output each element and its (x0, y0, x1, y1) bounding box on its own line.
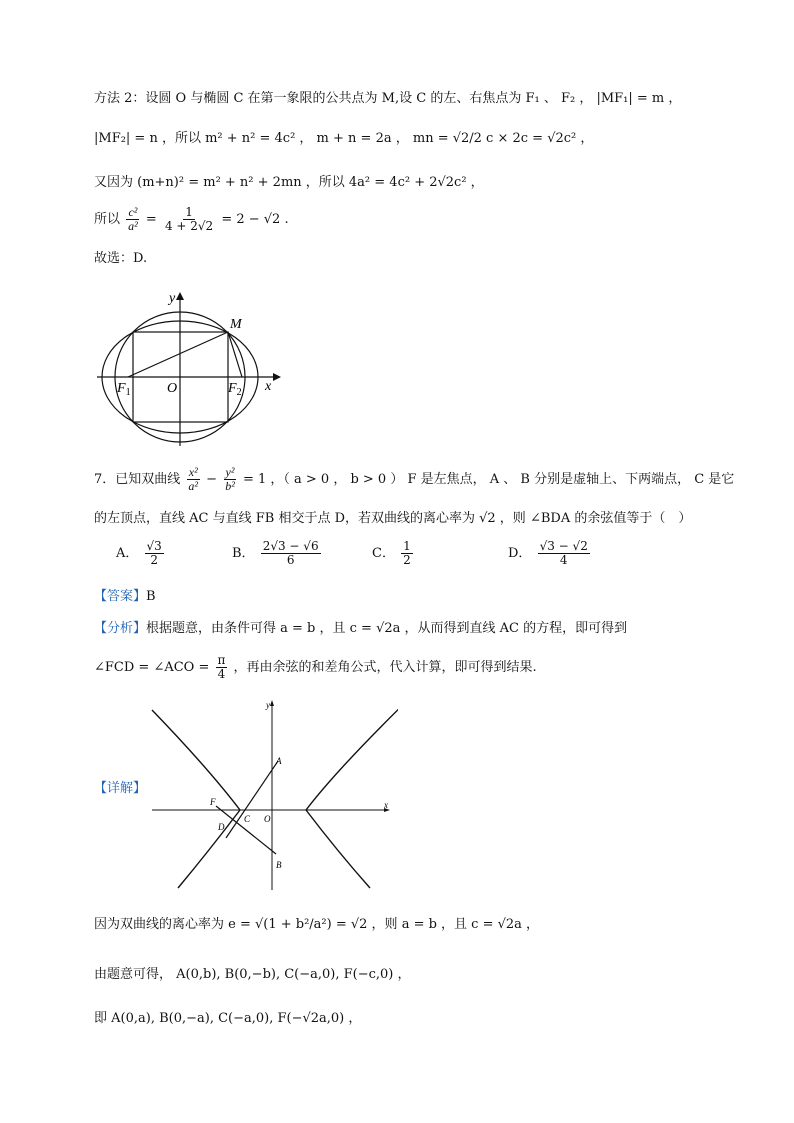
option-b-label: B． (232, 546, 255, 562)
fig2-y-label: y (266, 700, 270, 710)
option-b-num: 2√3 − √6 (262, 539, 319, 553)
method2-line4-suffix: = 2 − √2 . (221, 212, 289, 228)
fig1-O-label: O (167, 381, 178, 396)
option-b-fraction (261, 540, 321, 567)
method2-line1: 方法 2：设圆 O 与椭圆 C 在第一象限的公共点为 M,设 C 的左、右焦点为 F₁ 、 F₂ ， |MF₁| = m ， (94, 91, 682, 106)
option-c-den: 2 (403, 553, 411, 568)
fig1-F1-letter: F (117, 381, 126, 396)
answer-tag: 【答案】 (94, 589, 147, 604)
analysis-text1: 根据题意，由条件可得 a = b ，且 c = √2a ，从而得到直线 AC 的方程，即可得到 (146, 621, 628, 636)
option-b (232, 540, 323, 567)
option-a-label: A． (116, 546, 139, 562)
method2-line2: |MF₂| = n ，所以 m² + n² = 4c² ， m + n = 2a ， mn = √2/2 c × 2c = √2c² ， (94, 131, 594, 146)
fig2-x-label: x (384, 800, 388, 810)
fig2-D-label: D (218, 822, 225, 832)
fig2-A-label: A (276, 756, 282, 766)
fig1-F2-sub: 2 (236, 387, 242, 398)
method2-line4: 所以 $\frac{\text{c²}}{\text{a²}}$ = $\frac{1}{4 + 2√2}$ = 2 − √2 . (94, 205, 289, 234)
method2-line4-prefix: 所以 (94, 212, 121, 228)
detail-line (94, 780, 146, 798)
y2-over-b2: $\frac{\text{y²}}{\text{b²}}$ (225, 465, 235, 494)
one-over-fraction: $\frac{1}{4 + 2√2}$ (164, 205, 214, 234)
q7-line1: 7．已知双曲线 $\frac{\text{x²}}{\text{a²}}$ − $\frac{\text{y²}}{\text{b²}}$ = 1 ，（ a > 0 ， b > 0 ） F 是左焦点， A 、 B 分别是虚轴上、下两端点， C 是它 (94, 465, 735, 494)
option-a-den: 2 (150, 553, 158, 568)
figure-ellipse-circle (95, 288, 285, 448)
fig1-x-label: x (265, 379, 272, 394)
option-c-label: C． (372, 546, 395, 562)
option-a-fraction (145, 540, 164, 567)
option-d-num: √3 − √2 (539, 539, 588, 553)
figure-hyperbola (148, 688, 398, 893)
analysis-tag: 【分析】 (94, 621, 147, 636)
detail-tag: 【详解】 (94, 781, 147, 796)
fig1-M-label: M (230, 317, 242, 332)
solution-line2: 由题意可得， A(0,b), B(0,−b), C(−a,0), F(−c,0) ， (94, 967, 411, 982)
option-d (508, 540, 592, 567)
analysis-line1 (94, 620, 627, 638)
fig2-O-label: O (264, 814, 271, 824)
q7-line2: 的左顶点，直线 AC 与直线 FB 相交于点 D，若双曲线的离心率为 √2 ，则 ∠BDA 的余弦值等于（ ） (94, 511, 692, 526)
option-a-num: √3 (146, 539, 162, 553)
method2-choose: 故选：D. (94, 251, 148, 266)
option-d-fraction (538, 540, 590, 567)
option-d-den: 4 (559, 553, 568, 568)
fig1-F2-label (227, 381, 242, 398)
analysis-line2 (94, 654, 537, 681)
analysis-line2-prefix: ∠FCD = ∠ACO = (94, 660, 210, 676)
x2-over-a2: $\frac{\text{x²}}{\text{a²}}$ (188, 465, 199, 494)
fig2-C-label: C (244, 814, 251, 824)
fig1-F2-letter: F (228, 381, 237, 396)
option-c-num: 1 (403, 539, 411, 553)
pi-over-4: $\frac{\pi}{4}$ (217, 653, 226, 682)
option-a (116, 540, 166, 567)
option-c-fraction (401, 540, 413, 567)
fig2-B-label: B (276, 860, 282, 870)
analysis-line2-suffix: ，再由余弦的和差角公式，代入计算，即可得到结果. (233, 660, 537, 676)
fig1-F1-sub: 1 (125, 387, 131, 398)
q7-line1-a: 7．已知双曲线 (94, 472, 181, 488)
method2-line3: 又因为 (m+n)² = m² + n² + 2mn ，所以 4a² = 4c² + 2√2c² ， (94, 175, 484, 190)
solution-line3: 即 A(0,a), B(0,−a), C(−a,0), F(−√2a,0) ， (94, 1011, 362, 1026)
option-b-den: 6 (286, 553, 295, 568)
option-d-label: D． (508, 546, 532, 562)
fig2-F-label: F (210, 797, 216, 807)
answer-line (94, 588, 156, 606)
fig1-y-label: y (169, 291, 176, 306)
c2-over-a2-fraction: $\frac{\text{c²}}{\text{a²}}$ (128, 205, 138, 234)
fig1-F1-label (116, 381, 131, 398)
answer-value: B (146, 589, 156, 604)
solution-line1: 因为双曲线的离心率为 e = √(1 + b²/a²) = √2 ，则 a = b ，且 c = √2a ， (94, 917, 540, 932)
q7-line1-b: = 1 ，（ a > 0 ， b > 0 ） F 是左焦点， A 、 B 分别是虚轴上、下两端点， C 是它 (242, 472, 735, 488)
option-c (372, 540, 415, 567)
